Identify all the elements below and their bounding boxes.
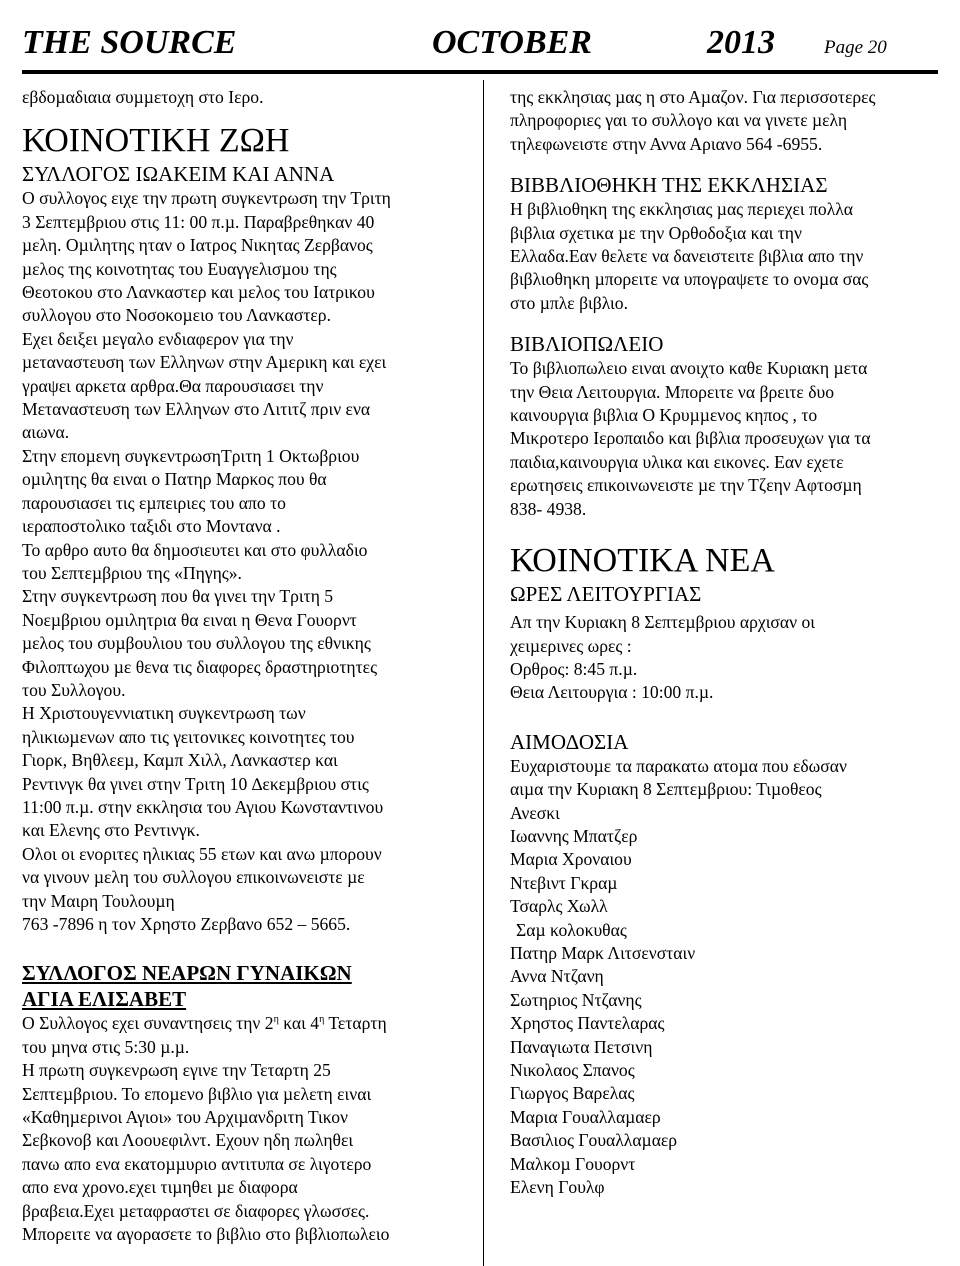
donor-name: Μαρια Χροναιου [510,849,632,870]
meeting-schedule-line [22,1012,480,1035]
saint-elizabeth-heading: ΑΓΙΑ ΕΛΙΣΑΒΕΤ [22,987,187,1012]
body-line: αιµα την Κυριακη 8 Σεπτεµβριου: Τιµοθεος [510,779,822,800]
body-line: Ο συλλογος ειχε την πρωτη συγκεντρωση την Τριτη [22,188,391,209]
donor-name: Σωτηριος Ντζανης [510,989,642,1010]
body-line: «Καθηµερινοι Αγιοι» του Αρχιµανδριτη Τικον [22,1107,348,1128]
body-line: Ανεσκι [510,802,560,823]
issue-year: 2013 [707,24,775,61]
association-heading: ΣΥΛΛΟΓΟΣ ΙΩΑΚΕΙΜ ΚΑΙ ΑΝΝΑ [22,162,335,187]
library-heading: ΒΙΒΒΛΙΟΘΗΚΗ ΤΗΣ ΕΚΚΛΗΣΙΑΣ [510,173,828,198]
meeting-text-b: και 4 [278,1013,320,1034]
body-line: Στην εποµενη συγκεντρωσηΤριτη 1 Οκτωβριου [22,445,360,466]
donor-name: Πατηρ Μαρκ Λιτσενσταιν [510,942,696,963]
column-divider [483,80,484,1266]
body-line: βιβλια σχετικα µε την Ορθοδοξια και την [510,222,802,243]
body-line: Ευχαριστουµε τα παρακατω ατοµα που εδωσαν [510,755,847,776]
body-line: Στην συγκεντρωση που θα γινει την Τριτη 5 [22,586,334,607]
body-line: 3 Σεπτεµβριου στις 11: 00 π.µ. Παραβρεθηκαν 40 [22,211,375,232]
page-number: Page 20 [824,37,887,58]
body-line: οµιλητης θα ειναι ο Πατηρ Μαρκος που θα [22,469,327,490]
body-line: Θεοτοκου στο Λανκαστερ και µελος του Ιατρικου [22,282,375,303]
donor-list [510,825,950,1200]
right-column [510,86,950,1199]
issue-month: OCTOBER [432,24,592,61]
body-line: 763 -7896 η τον Χρηστο Ζερβανο 652 – 5665. [22,914,351,934]
community-news-heading: ΚΟΙΝΟΤΙΚΑ ΝΕΑ [510,542,775,580]
body-line: 11:00 π.µ. στην εκκλησια του Αγιου Κωνσταντινου [22,796,384,817]
body-line: ηλικιωµενων απο τις γειτονικες κοινοτητες του [22,726,355,747]
association-body [22,187,480,936]
body-line: γραψει αρκετα αρθρα.Θα παρουσιασει την [22,375,324,396]
meeting-text-a: Ο Συλλογος εχει συναντησεις την 2 [22,1013,274,1034]
donor-name: Ελενη Γουλφ [510,1177,605,1198]
body-line: Η βιβλιοθηκη της εκκλησιας µας περιεχει πολλα [510,199,853,220]
body-line: Σεβκονοβ και Λοουεφιλντ. Εχουν ηδη πωληθει [22,1130,354,1151]
donor-name: Ντεβιντ Γκραµ [510,872,618,893]
body-line: Θεια Λειτουργια : 10:00 π.µ. [510,682,714,703]
body-line: Μικροτερο Ιεροπαιδο και βιβλια προσευχων για τα [510,428,871,449]
body-line: Το βιβλιοπωλειο ειναι ανοιχτο καθε Κυριακη µετα [510,358,868,379]
body-line: του µηνα στις 5:30 µ.µ. [22,1036,190,1057]
body-line: Το αρθρο αυτο θα δηµοσιευτει και στο φυλλαδιο [22,539,368,560]
body-line: βραβεια.Εχει µεταφραστει σε διαφορες γλωσσες. [22,1200,370,1221]
young-women-body [22,1012,480,1246]
body-line: απο ενα χρονο.εχει τιµηθει µε διαφορα [22,1177,298,1198]
body-line: του Συλλογου. [22,679,126,700]
body-line: Η Χριστουγεννιατικη συγκεντρωση των [22,703,306,724]
body-line: µεταναστευση των Ελληνων στην Αµερικη και εχει [22,352,387,373]
body-line: Φιλοπτωχου µε θενα τις διαφορες δραστηριοτητες [22,656,378,677]
body-line: παρουσιασει τις εµπειριες του απο το [22,492,286,513]
body-line: Εχει δειξει µεγαλο ενδιαφερον για την [22,328,294,349]
donor-name: Μαλκοµ Γουορντ [510,1153,636,1174]
body-line: παιδια,καινουργια υλικα και εικονες. Εαν εχετε [510,451,844,472]
body-line: ιεραποστολικο ταξιδι στο Μοντανα . [22,516,281,537]
donor-name: Αννα Ντζανη [510,966,604,987]
body-line: Ολοι οι ενοριτες ηλικιας 55 ετων και ανω µπορουν [22,843,382,864]
donor-name: Χρηστος Παντελαρας [510,1013,665,1034]
donor-name: Νικολαος Σπανος [510,1060,635,1080]
body-line: βιβλιοθηκη µπορειτε να υπογραψετε το ονοµα σας [510,269,869,290]
body-line: πανω απο ενα εκατοµµυριο αντιτυπα σε λιγοτερο [22,1153,372,1174]
donor-name: Γιωργος Βαρελας [510,1083,635,1104]
bookstore-heading: ΒΙΒΛΙΟΠΩΛΕΙΟ [510,332,664,357]
donor-name: Παναγιωτα Πετσινη [510,1036,653,1057]
body-line: στο µπλε βιβλιο. [510,292,628,313]
body-line: πληροφοριες γαι το συλλογο και να γινετε µελη [510,110,848,131]
body-line: την Μαιρη Τουλουµη [22,890,175,911]
body-line: Μπορειτε να αγορασετε το βιβλιο στο βιβλιοπωλειο [22,1224,390,1245]
service-hours-heading: ΩΡΕΣ ΛΕΙΤΟΥΡΓΙΑΣ [510,582,702,607]
ordinal-superscript: η [273,1014,279,1026]
donor-name: Μαρια Γουαλλαµαερ [510,1106,661,1127]
body-line: µελος του συµβουλιου του συλλογου της εθνικης [22,633,371,654]
body-line: ερωτησεις επικοινωνειστε µε την Τζεην Αφτοσµη [510,475,862,496]
body-line: και Ελενης στο Ρεντινγκ. [22,820,200,841]
ordinal-superscript: η [319,1014,325,1026]
body-line: να γινουν µελη του συλλογου επικοινωνειστε µε [22,867,365,888]
donor-name: Βασιλιος Γουαλλαµαερ [510,1130,678,1151]
body-line: καινουργια βιβλια Ο Κρυµµενος κηπος , το [510,405,818,426]
body-line: Μεταναστευση των Ελληνων στο Λιτιτζ πριν ενα [22,399,371,420]
body-line: µελη. Οµιλητης ηταν ο Ιατρος Νικητας Ζερβανος [22,235,373,256]
publication-title: THE SOURCE [22,24,237,61]
blood-drive-heading: ΑΙΜΟ∆ΟΣΙΑ [510,729,629,754]
young-women-heading: ΣΥΛΛΟΓΟΣ ΝΕΑΡΩΝ ΓΥΝΑΙΚΩΝ [22,961,352,986]
body-line: συλλογου στο Νοσοκοµειο του Λανκαστερ. [22,305,331,326]
body-line: χειµερινες ωρες : [510,635,632,656]
left-column [22,86,480,1246]
body-line: Η πρωτη συγκενρωση εγινε την Τεταρτη 25 [22,1060,331,1081]
body-line: Απ την Κυριακη 8 Σεπτεµβριου αρχισαν οι [510,612,816,633]
body-line: του Σεπτεµβριου της «Πηγης». [22,562,242,583]
body-line: Γιορκ, Βηθλεεµ, Καµπ Χιλλ, Λανκαστερ και [22,750,338,771]
body-line: της εκκλησιας µας η στο Αµαζον. Για περισσοτερες [510,87,876,107]
body-line: τηλεφωνειστε στην Αννα Αριανο 564 -6955. [510,133,823,154]
intro-line: εβδοµαδιαια συµµετοχη στο Ιερο. [22,87,264,107]
page-header [22,22,938,74]
community-life-heading: ΚΟΙΝΟΤΙΚΗ ΖΩΗ [22,122,290,160]
body-line: Νοεµβριου οµιλητρια θα ειναι η Θενα Γουορντ [22,609,357,630]
body-line: Ελλαδα.Εαν θελετε να δανειστειτε βιβλια απο την [510,246,864,267]
meeting-text-c: Τεταρτη [324,1013,387,1034]
body-line: την Θεια Λειτουργια. Μπορειτε να βρειτε δυο [510,381,835,402]
donor-name: Σαµ κολοκυθας [516,919,627,940]
body-line: Ορθρος: 8:45 π.µ. [510,658,638,679]
body-line: αιωνα. [22,422,70,443]
body-line: 838- 4938. [510,498,587,519]
body-line: µελος της κοινοτητας του Ευαγγελισµου της [22,258,337,279]
body-line: Ρεντινγκ θα γινει στην Τριτη 10 ∆εκεµβριου στις [22,773,369,794]
donor-name: Τσαρλς Χωλλ [510,896,608,917]
donor-name: Ιωαννης Μπατζερ [510,825,638,846]
body-line: Σεπτεµβριου. Το εποµενο βιβλιο για µελετη ειναι [22,1083,372,1104]
